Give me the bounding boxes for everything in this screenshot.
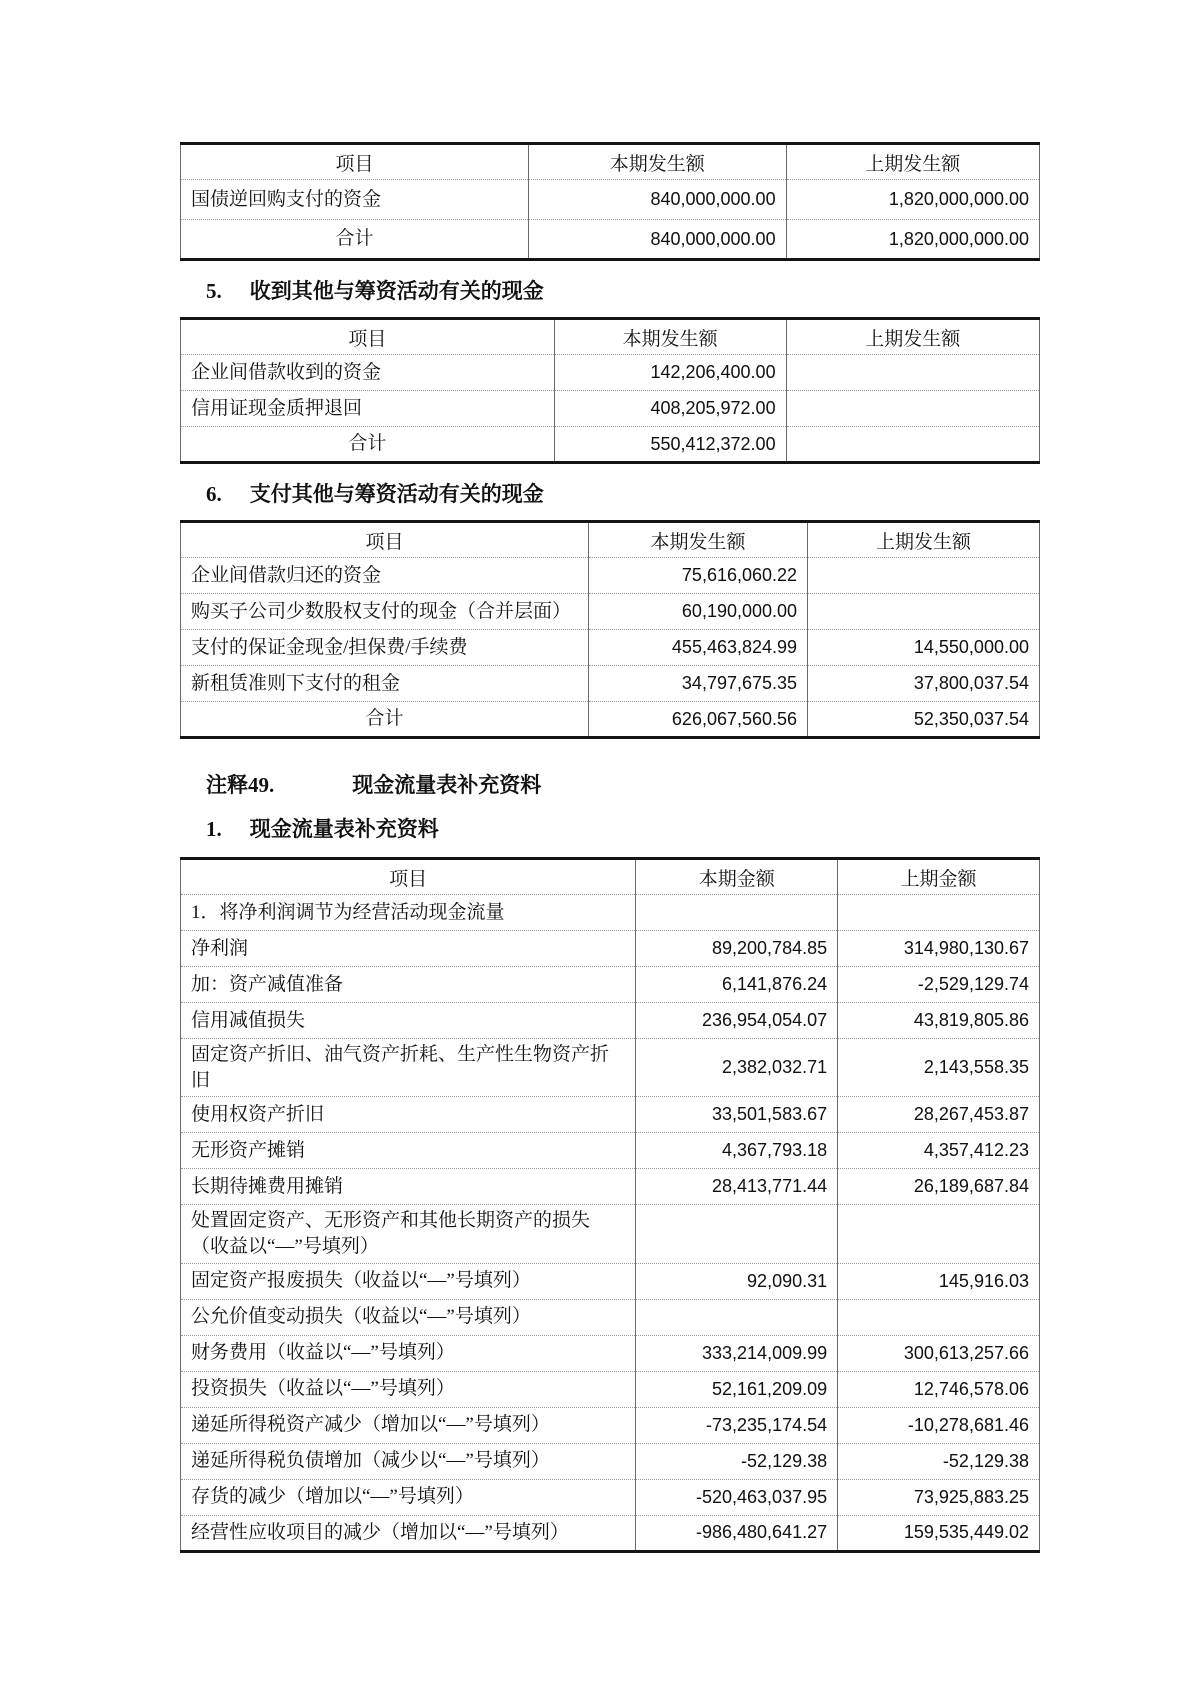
section-title: 收到其他与筹资活动有关的现金 xyxy=(249,279,544,303)
current-amount-cell: 2,382,032.71 xyxy=(636,1039,838,1097)
current-period-column-header: 本期发生额 xyxy=(589,522,808,558)
prior-amount-cell xyxy=(786,427,1039,463)
current-amount-cell xyxy=(636,1205,838,1263)
current-amount-column-header: 本期金额 xyxy=(636,859,838,895)
item-cell: 财务费用（收益以“—”号填列） xyxy=(181,1335,636,1371)
table-row xyxy=(181,895,1040,931)
table-row xyxy=(181,1039,1040,1097)
current-amount-cell: 89,200,784.85 xyxy=(636,931,838,967)
note-49-heading xyxy=(206,769,1040,799)
prior-amount-cell xyxy=(786,355,1039,391)
table-header-row xyxy=(181,319,1040,355)
item-cell: 存货的减少（增加以“—”号填列） xyxy=(181,1479,636,1515)
prior-amount-cell xyxy=(808,558,1040,594)
table-row xyxy=(181,1097,1040,1133)
current-amount-cell: 33,501,583.67 xyxy=(636,1097,838,1133)
current-period-column-header: 本期发生额 xyxy=(554,319,786,355)
table-row xyxy=(181,1263,1040,1299)
table-row xyxy=(181,1515,1040,1551)
prior-amount-column-header: 上期金额 xyxy=(838,859,1040,895)
repo-payments-table xyxy=(180,142,1040,261)
prior-period-column-header: 上期发生额 xyxy=(786,144,1039,180)
prior-amount-cell: 52,350,037.54 xyxy=(808,702,1040,738)
item-cell: 无形资产摊销 xyxy=(181,1133,636,1169)
other-financing-receipts-table xyxy=(180,317,1040,464)
prior-period-column-header: 上期发生额 xyxy=(808,522,1040,558)
section-6-heading xyxy=(206,478,1040,508)
prior-amount-cell: 2,143,558.35 xyxy=(838,1039,1040,1097)
item-cell: 固定资产报废损失（收益以“—”号填列） xyxy=(181,1263,636,1299)
subsection-1-heading xyxy=(206,813,1040,843)
subsection-number: 1. xyxy=(206,817,222,841)
table-row xyxy=(181,1169,1040,1205)
cash-flow-supplement-table xyxy=(180,857,1040,1553)
note-title: 现金流量表补充资料 xyxy=(352,773,542,797)
item-cell: 固定资产折旧、油气资产折耗、生产性生物资产折旧 xyxy=(181,1039,636,1097)
prior-amount-cell: 26,189,687.84 xyxy=(838,1169,1040,1205)
item-column-header: 项目 xyxy=(181,144,529,180)
section-number: 6. xyxy=(206,482,222,506)
prior-amount-cell: 37,800,037.54 xyxy=(808,666,1040,702)
current-amount-cell xyxy=(636,895,838,931)
item-column-header: 项目 xyxy=(181,859,636,895)
table-row xyxy=(181,220,1040,260)
current-amount-cell: 840,000,000.00 xyxy=(528,180,786,220)
table-row xyxy=(181,594,1040,630)
item-cell: 处置固定资产、无形资产和其他长期资产的损失 （收益以“—”号填列） xyxy=(181,1205,636,1263)
current-amount-cell: 92,090.31 xyxy=(636,1263,838,1299)
table-header-row xyxy=(181,522,1040,558)
current-amount-cell: 28,413,771.44 xyxy=(636,1169,838,1205)
current-amount-cell: -73,235,174.54 xyxy=(636,1407,838,1443)
prior-amount-cell xyxy=(808,594,1040,630)
current-amount-cell: 455,463,824.99 xyxy=(589,630,808,666)
table-row xyxy=(181,967,1040,1003)
item-cell: 递延所得税资产减少（增加以“—”号填列） xyxy=(181,1407,636,1443)
prior-amount-cell: 14,550,000.00 xyxy=(808,630,1040,666)
item-cell: 使用权资产折旧 xyxy=(181,1097,636,1133)
prior-amount-cell xyxy=(838,1205,1040,1263)
prior-amount-cell: 43,819,805.86 xyxy=(838,1003,1040,1039)
item-cell: 公允价值变动损失（收益以“—”号填列） xyxy=(181,1299,636,1335)
table-row xyxy=(181,702,1040,738)
item-column-header: 项目 xyxy=(181,522,589,558)
item-cell: 投资损失（收益以“—”号填列） xyxy=(181,1371,636,1407)
current-amount-cell: 626,067,560.56 xyxy=(589,702,808,738)
current-amount-cell: 75,616,060.22 xyxy=(589,558,808,594)
prior-amount-cell: 1,820,000,000.00 xyxy=(786,180,1039,220)
prior-amount-cell: -52,129.38 xyxy=(838,1443,1040,1479)
prior-amount-cell: -10,278,681.46 xyxy=(838,1407,1040,1443)
item-cell: 信用减值损失 xyxy=(181,1003,636,1039)
current-amount-cell: 4,367,793.18 xyxy=(636,1133,838,1169)
item-cell: 加：资产减值准备 xyxy=(181,967,636,1003)
current-amount-cell: 142,206,400.00 xyxy=(554,355,786,391)
item-cell: 购买子公司少数股权支付的现金（合并层面） xyxy=(181,594,589,630)
current-amount-cell: -52,129.38 xyxy=(636,1443,838,1479)
current-amount-cell: 840,000,000.00 xyxy=(528,220,786,260)
item-cell: 企业间借款收到的资金 xyxy=(181,355,555,391)
current-amount-cell: 34,797,675.35 xyxy=(589,666,808,702)
table-row xyxy=(181,180,1040,220)
item-cell: 递延所得税负债增加（减少以“—”号填列） xyxy=(181,1443,636,1479)
prior-period-column-header: 上期发生额 xyxy=(786,319,1039,355)
current-amount-cell xyxy=(636,1299,838,1335)
current-amount-cell: 52,161,209.09 xyxy=(636,1371,838,1407)
item-cell: 支付的保证金现金/担保费/手续费 xyxy=(181,630,589,666)
item-cell: 国债逆回购支付的资金 xyxy=(181,180,529,220)
current-amount-cell: 550,412,372.00 xyxy=(554,427,786,463)
prior-amount-cell: 300,613,257.66 xyxy=(838,1335,1040,1371)
prior-amount-cell: 159,535,449.02 xyxy=(838,1515,1040,1551)
section-number: 5. xyxy=(206,279,222,303)
item-cell: 新租赁准则下支付的租金 xyxy=(181,666,589,702)
table-row xyxy=(181,1371,1040,1407)
note-number: 注释49. xyxy=(206,773,275,797)
table-row xyxy=(181,1335,1040,1371)
prior-amount-cell: 28,267,453.87 xyxy=(838,1097,1040,1133)
item-cell: 经营性应收项目的减少（增加以“—”号填列） xyxy=(181,1515,636,1551)
current-amount-cell: 60,190,000.00 xyxy=(589,594,808,630)
table-row xyxy=(181,1299,1040,1335)
table-row xyxy=(181,1205,1040,1263)
current-amount-cell: 333,214,009.99 xyxy=(636,1335,838,1371)
table-header-row xyxy=(181,144,1040,180)
current-amount-cell: -520,463,037.95 xyxy=(636,1479,838,1515)
table-row xyxy=(181,630,1040,666)
section-title: 支付其他与筹资活动有关的现金 xyxy=(249,482,544,506)
table-row xyxy=(181,427,1040,463)
item-cell: 合计 xyxy=(181,427,555,463)
current-amount-cell: 6,141,876.24 xyxy=(636,967,838,1003)
item-cell: 净利润 xyxy=(181,931,636,967)
current-amount-cell: 408,205,972.00 xyxy=(554,391,786,427)
item-cell: 合计 xyxy=(181,702,589,738)
table-row xyxy=(181,931,1040,967)
prior-amount-cell: 1,820,000,000.00 xyxy=(786,220,1039,260)
report-content xyxy=(180,142,1040,1553)
subsection-title: 现金流量表补充资料 xyxy=(249,817,439,841)
table-row xyxy=(181,1443,1040,1479)
prior-amount-cell: 4,357,412.23 xyxy=(838,1133,1040,1169)
item-cell: 企业间借款归还的资金 xyxy=(181,558,589,594)
item-cell: 长期待摊费用摊销 xyxy=(181,1169,636,1205)
table-row xyxy=(181,1003,1040,1039)
table-row xyxy=(181,391,1040,427)
prior-amount-cell: 12,746,578.06 xyxy=(838,1371,1040,1407)
table-row xyxy=(181,558,1040,594)
current-amount-cell: 236,954,054.07 xyxy=(636,1003,838,1039)
other-financing-payments-table xyxy=(180,520,1040,739)
table-row xyxy=(181,1407,1040,1443)
current-period-column-header: 本期发生额 xyxy=(528,144,786,180)
table-row xyxy=(181,666,1040,702)
prior-amount-cell xyxy=(786,391,1039,427)
prior-amount-cell xyxy=(838,895,1040,931)
prior-amount-cell: 145,916.03 xyxy=(838,1263,1040,1299)
table-row xyxy=(181,355,1040,391)
table-header-row xyxy=(181,859,1040,895)
prior-amount-cell: 73,925,883.25 xyxy=(838,1479,1040,1515)
item-cell: 信用证现金质押退回 xyxy=(181,391,555,427)
prior-amount-cell xyxy=(838,1299,1040,1335)
prior-amount-cell: 314,980,130.67 xyxy=(838,931,1040,967)
item-cell: 合计 xyxy=(181,220,529,260)
table-row xyxy=(181,1479,1040,1515)
table-row xyxy=(181,1133,1040,1169)
current-amount-cell: -986,480,641.27 xyxy=(636,1515,838,1551)
section-5-heading xyxy=(206,275,1040,305)
item-cell: 1．将净利润调节为经营活动现金流量 xyxy=(181,895,636,931)
item-column-header: 项目 xyxy=(181,319,555,355)
prior-amount-cell: -2,529,129.74 xyxy=(838,967,1040,1003)
